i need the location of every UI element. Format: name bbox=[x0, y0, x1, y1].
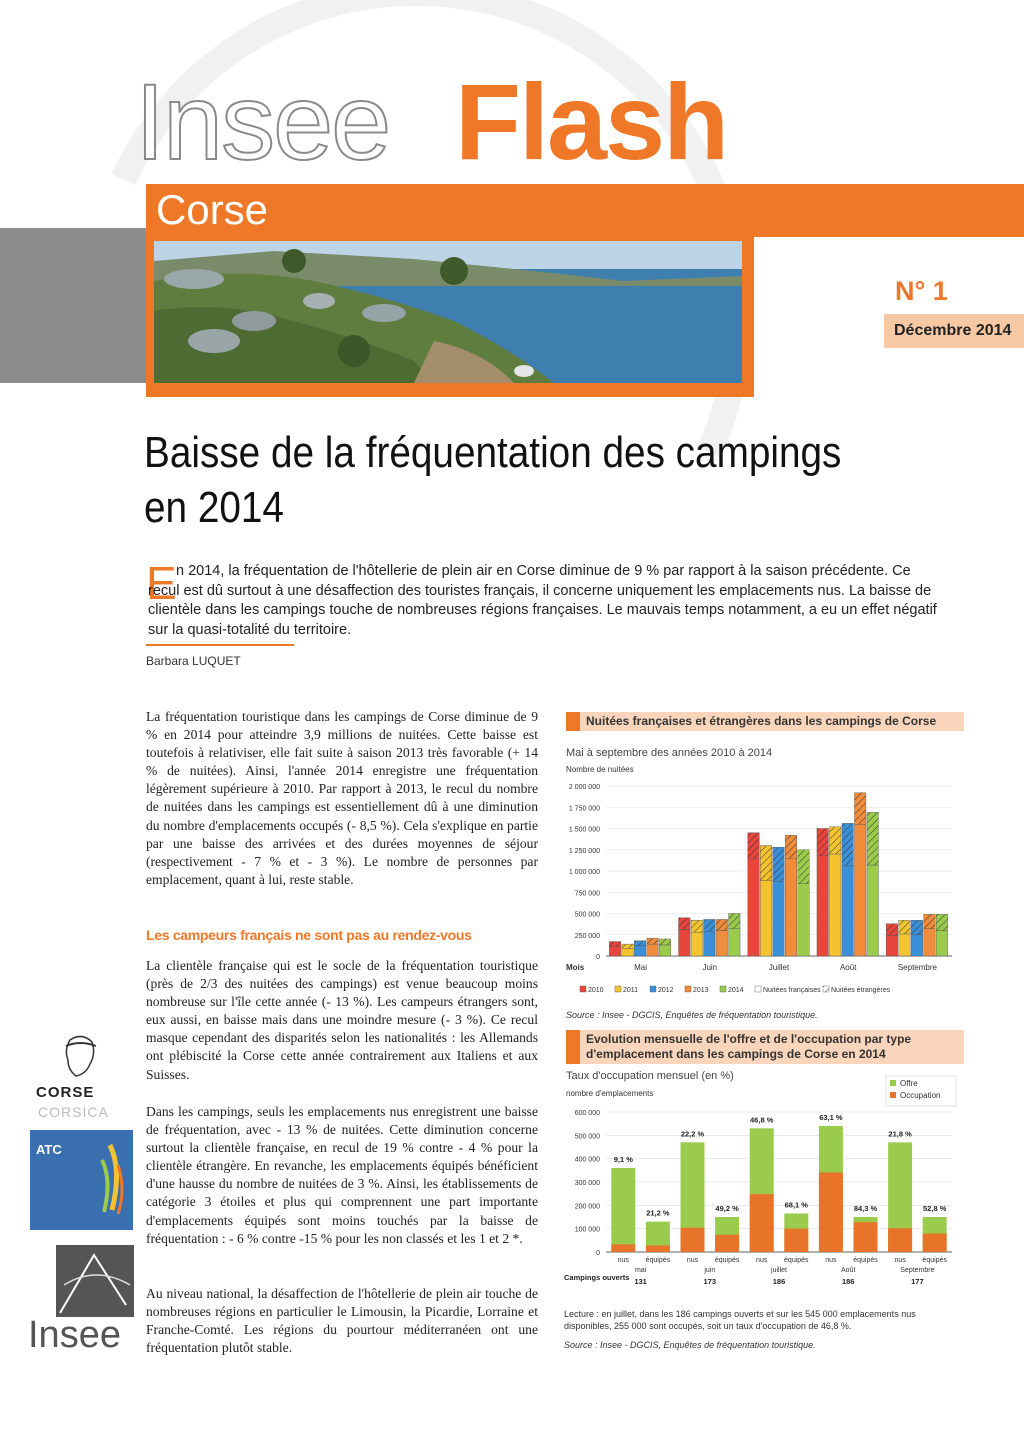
chart1-ytick: 1 250 000 bbox=[568, 847, 600, 855]
chart1-bar-french bbox=[748, 858, 760, 956]
masthead-product: Flash bbox=[455, 61, 728, 182]
corsica-logo-text: CORSICA bbox=[38, 1104, 109, 1120]
chart2-campings-label: Campings ouverts bbox=[564, 1273, 630, 1282]
insee-logo-mark bbox=[56, 1245, 134, 1317]
chart1-legend-swatch bbox=[580, 986, 586, 992]
chart2-bar-occupation bbox=[715, 1235, 739, 1252]
chart1-bar-foreign-hatch bbox=[785, 835, 797, 858]
chart1-bar-french bbox=[647, 944, 659, 956]
chart2-campings-count: 186 bbox=[772, 1277, 786, 1286]
chart2-campings-count: 131 bbox=[634, 1277, 647, 1286]
chart2-rate-label: 21,8 % bbox=[888, 1129, 912, 1139]
chart2-xtick: nus bbox=[756, 1257, 768, 1264]
body-paragraph-4: Au niveau national, la désaffection de l'hôtellerie de plein air touche de nombreuses régions en particulier le Limousin, la Picardie, Lorraine et Franche-Comté. Les régions du pourtour méditerranéen ont une fréquentation plutôt stable. bbox=[146, 1286, 538, 1356]
chart2-month-label: Septembre bbox=[900, 1267, 935, 1274]
chart1-ytick: 500 000 bbox=[574, 911, 600, 919]
chart2-legend-swatch-occupation bbox=[890, 1092, 896, 1098]
chart2-bar-offre bbox=[611, 1168, 635, 1252]
chart1-ytick: 1 500 000 bbox=[568, 826, 600, 834]
chart1-bar-foreign-hatch bbox=[760, 846, 772, 881]
chart1-source bbox=[566, 1010, 818, 1020]
chart2-plot bbox=[560, 1072, 960, 1304]
chart2-xtick: équipés bbox=[922, 1257, 947, 1264]
body-paragraph-2: La clientèle française qui est le socle de la fréquentation touristique (près de 2/3 des nuitées des campings) est venue beaucoup moins nombreuse sur l'île cette année (- 13 %). Les campeurs étrangers sont, eux aussi, en baisse mais dans une moindre mesure (- 3 %). Ce recul masque cependant des disparités selon les nationalités : les Allemands ont plébiscité la Corse cette année contrairement aux Italiens et aux Suisses. bbox=[146, 958, 538, 1082]
chart2-bar-occupation bbox=[854, 1222, 878, 1252]
chart2-bar-occupation bbox=[923, 1234, 947, 1252]
lead-drop-cap: E bbox=[146, 557, 177, 609]
author: Barbara LUQUET bbox=[146, 654, 241, 668]
chart2-xtick: équipés bbox=[645, 1257, 671, 1264]
chart1-ytick: 2 000 000 bbox=[568, 784, 600, 791]
atc-flame-icon bbox=[90, 1140, 130, 1220]
chart2-month-label: juillet bbox=[771, 1267, 787, 1274]
chart1-legend-swatch bbox=[650, 986, 656, 992]
chart2-ytick: 400 000 bbox=[574, 1156, 600, 1164]
chart2-bar-occupation bbox=[646, 1245, 670, 1252]
chart1-bar-french bbox=[899, 934, 911, 956]
insee-mark-icon bbox=[56, 1245, 134, 1317]
chart1-legend-label: 2011 bbox=[623, 987, 639, 994]
chart2-rate-label: 9,1 % bbox=[613, 1155, 633, 1164]
chart1-bar-french bbox=[659, 945, 671, 956]
chart2-bar-occupation bbox=[784, 1229, 808, 1252]
chart1-bar-foreign-hatch bbox=[773, 847, 785, 881]
chart1-legend-label: Nuitées étrangères bbox=[831, 987, 891, 994]
chart1-bar-french bbox=[924, 929, 936, 956]
chart2-rate-label: 49,2 % bbox=[715, 1204, 739, 1213]
chart1-bar-french bbox=[842, 866, 854, 956]
chart1-ytick: 250 000 bbox=[574, 932, 600, 940]
chart2-rate-label: 68,1 % bbox=[784, 1200, 808, 1210]
chart2-xtick: équipés bbox=[853, 1257, 878, 1264]
chart1-bar-french bbox=[773, 881, 785, 956]
chart2-month-label: juin bbox=[704, 1267, 716, 1274]
chart1-bar-french bbox=[691, 932, 703, 956]
chart2-ytick: 600 000 bbox=[574, 1110, 600, 1117]
chart1-bar-foreign-hatch bbox=[622, 944, 634, 948]
chart1-xlabel: Mois bbox=[566, 963, 585, 972]
chart2-rate-label: 84,3 % bbox=[853, 1204, 878, 1213]
chart1-legend-label: 2013 bbox=[693, 987, 709, 994]
chart2-bar-occupation bbox=[611, 1244, 635, 1252]
chart2-bar-occupation bbox=[888, 1228, 912, 1252]
chart1-bar-foreign-hatch bbox=[924, 914, 936, 928]
chart2-rate-label: 46,8 % bbox=[750, 1115, 774, 1125]
section-subhead: Les campeurs français ne sont pas au rendez-vous bbox=[146, 927, 472, 943]
chart2-ytick: 500 000 bbox=[574, 1133, 600, 1141]
chart1-bar-french bbox=[634, 946, 646, 956]
masthead-brand: Insee bbox=[135, 61, 390, 182]
chart1-ytick: 1 750 000 bbox=[568, 805, 600, 813]
chart2-xtick: équipés bbox=[784, 1257, 809, 1264]
chart1-subtitle: Mai à septembre des années 2010 à 2014 bbox=[566, 747, 773, 759]
issue-number: N° 1 bbox=[895, 276, 948, 306]
chart1-bar-french bbox=[704, 931, 716, 956]
chart1-ytick: 0 bbox=[596, 954, 600, 961]
chart2-title: Evolution mensuelle de l'offre et de l'occupation par type d'emplacement dans les campings de Corse en 2014 bbox=[566, 1030, 964, 1064]
chart1-bar-french bbox=[729, 929, 741, 956]
chart1-bar-foreign-hatch bbox=[829, 827, 841, 854]
chart2-campings-count: 173 bbox=[703, 1277, 717, 1286]
chart1-legend-swatch bbox=[615, 986, 621, 992]
atc-logo-text: ATC bbox=[36, 1142, 62, 1157]
title-line-2: en 2014 bbox=[144, 483, 284, 532]
chart1-legend-label: 2012 bbox=[658, 987, 674, 994]
chart1-xtick: Juin bbox=[702, 963, 718, 972]
grey-band bbox=[0, 228, 150, 383]
chart1-bar-foreign-hatch bbox=[886, 924, 898, 936]
chart1-source-text: Source : Insee - DGCIS, Enquêtes de fréquentation touristique. bbox=[566, 1010, 818, 1020]
moor-head-icon bbox=[30, 1030, 133, 1090]
chart1-legend-swatch bbox=[720, 986, 726, 992]
campsite-photo bbox=[154, 241, 742, 383]
chart1-bar-foreign-hatch bbox=[748, 833, 760, 859]
chart1-bar-french bbox=[716, 931, 728, 957]
chart1-bar-french bbox=[622, 948, 634, 956]
chart2-ylabel: nombre d'emplacements bbox=[566, 1089, 654, 1098]
chart2-xtick: nus bbox=[617, 1257, 629, 1264]
chart1-legend-swatch bbox=[755, 986, 761, 992]
chart1-bar-foreign-hatch bbox=[659, 939, 671, 945]
chart1-xtick: Septembre bbox=[897, 963, 937, 972]
chart1-ylabel: Nombre de nuitées bbox=[566, 765, 634, 774]
chart1-bar-french bbox=[817, 856, 829, 956]
chart1-bar-foreign-hatch bbox=[704, 919, 716, 931]
chart1-bar-foreign-hatch bbox=[854, 793, 866, 824]
chart2-source: Source : Insee - DGCIS, Enquêtes de fréquentation touristique. bbox=[564, 1340, 816, 1350]
chart1-bar-french bbox=[911, 935, 923, 956]
chart1-bar-foreign-hatch bbox=[867, 812, 879, 865]
chart1-bar-foreign-hatch bbox=[679, 918, 691, 930]
chart2-month-label: mai bbox=[634, 1267, 647, 1274]
chart1-xtick: Août bbox=[839, 963, 857, 972]
body-paragraph-1: La fréquentation touristique dans les campings de Corse diminue de 9 % en 2014 pour atteindre 3,9 millions de nuitées. Cette baisse est toutefois à relativiser, elle fait suite à saison 2013 très favorable (+ 14 % de nuitées). Ainsi, l'année 2014 enregistre une fréquentation légèrement supérieure à 2010. Par rapport à 2013, le recul du nombre de nuitées dans les campings est essentiellement dû à une diminution du nombre d'emplacements occupés (- 8,5 %). Cela s'explique en partie par une baisse des arrivées et des durées moyennes de séjour (respectivement - 7 % et - 3 %). Le nombre de personnes par emplacement, quant à lui, reste stable. bbox=[146, 709, 538, 887]
chart1-bar-foreign-hatch bbox=[716, 919, 728, 930]
chart1-ytick: 1 000 000 bbox=[568, 869, 600, 876]
chart1-bar-french bbox=[829, 854, 841, 956]
chart2-ytick: 100 000 bbox=[574, 1226, 600, 1234]
chart1-bar-foreign-hatch bbox=[729, 914, 741, 929]
chart1-legend-swatch bbox=[685, 986, 691, 992]
chart1-bar-foreign-hatch bbox=[609, 942, 621, 947]
chart1-bar-french bbox=[760, 880, 772, 956]
chart2-xtick: équipés bbox=[714, 1257, 740, 1264]
chart1-bar-foreign-hatch bbox=[899, 920, 911, 934]
chart1-bar-foreign-hatch bbox=[936, 914, 948, 930]
orange-band bbox=[146, 184, 1024, 237]
chart1-bar-french bbox=[854, 824, 866, 956]
chart1-bar-french bbox=[867, 865, 879, 956]
chart2-xtick: nus bbox=[894, 1257, 906, 1264]
chart1-xtick: Juillet bbox=[768, 963, 790, 972]
chart2-bar-occupation bbox=[750, 1194, 774, 1252]
chart2-bar-occupation bbox=[819, 1172, 843, 1252]
chart1-bar-foreign-hatch bbox=[647, 938, 659, 944]
chart2-bar-occupation bbox=[681, 1228, 705, 1252]
chart1-bar-french bbox=[679, 930, 691, 956]
chart2-lecture: Lecture : en juillet, dans les 186 campings ouverts et sur les 545 000 emplacements nus disponibles, 255 000 sont occupés, soit un taux d'occupation de 46,8 %. bbox=[564, 1309, 916, 1331]
chart2-ytick: 300 000 bbox=[574, 1180, 600, 1187]
atc-logo bbox=[30, 1130, 133, 1230]
chart1-bar-french bbox=[886, 936, 898, 956]
chart2-xtick: nus bbox=[825, 1257, 837, 1264]
chart1-legend-swatch-hatch bbox=[823, 986, 829, 992]
chart2-rate-label: 21,2 % bbox=[646, 1208, 670, 1218]
chart2-campings-count: 186 bbox=[841, 1277, 855, 1286]
chart2-rate-label: 22,2 % bbox=[680, 1129, 705, 1139]
chart1-bar-foreign-hatch bbox=[691, 920, 703, 932]
chart1-legend-label: 2014 bbox=[728, 987, 744, 994]
chart1-plot bbox=[560, 776, 960, 1006]
chart1-bar-foreign-hatch bbox=[842, 823, 854, 866]
chart2-ytick: 0 bbox=[596, 1250, 600, 1257]
chart2-legend-offre: Offre bbox=[900, 1079, 918, 1088]
chart2-legend-occupation: Occupation bbox=[900, 1091, 941, 1100]
corse-logo bbox=[30, 1030, 133, 1128]
chart1-bar-foreign-hatch bbox=[817, 829, 829, 856]
chart2-rate-label: 63,1 % bbox=[819, 1113, 843, 1122]
chart1-bar-foreign-hatch bbox=[798, 850, 810, 884]
chart2-xtick: nus bbox=[686, 1257, 699, 1264]
chart1-bar-french bbox=[785, 858, 797, 956]
chart2-legend-swatch-offre bbox=[890, 1080, 896, 1086]
title-line-1: Baisse de la fréquentation des campings bbox=[144, 428, 842, 477]
chart2-ytick: 200 000 bbox=[574, 1203, 600, 1211]
chart1-ytick: 750 000 bbox=[574, 890, 600, 898]
lead-paragraph: n 2014, la fréquentation de l'hôtellerie de plein air en Corse diminue de 9 % par rapport à la saison précédente. Ce recul est dû surtout à une désaffection des touristes français, il concerne uniquement les emplacements nus. La baisse de clientèle dans les campings touche de nombreuses régions françaises. Le mauvais temps notamment, a eu un effet négatif sur la quasi-totalité du territoire. bbox=[148, 563, 937, 638]
body-paragraph-3: Dans les campings, seuls les emplacements nus enregistrent une baisse de fréquentation, avec - 13 % de nuitées. Cette diminution concerne surtout la clientèle française, en recul de 19 % contre - 4 % pour la clientèle étrangère. En revanche, les emplacements équipés bénéficient d'une hausse du nombre de nuitées de 3 %. Ainsi, les établissements de catégorie 3 étoiles et plus qui comprennent une part importante d'emplacements équipés sont moins touchés par la baisse de fréquentation : - 6 % contre -15 % pour les non classés et les 1 et 2 *. bbox=[146, 1104, 538, 1246]
article-title bbox=[144, 425, 848, 535]
chart1-xtick: Mai bbox=[634, 963, 648, 972]
insee-logo-text: Insee bbox=[28, 1314, 121, 1356]
chart1-bar-french bbox=[609, 947, 621, 956]
chart1-bar-french bbox=[798, 884, 810, 956]
region-label: Corse bbox=[156, 186, 269, 233]
chart1-bar-french bbox=[936, 931, 948, 957]
chart1-title: Nuitées françaises et étrangères dans les campings de Corse bbox=[566, 712, 964, 731]
corse-logo-text: CORSE bbox=[36, 1084, 95, 1101]
issue-date: Décembre 2014 bbox=[894, 322, 1012, 339]
author-rule bbox=[146, 644, 294, 646]
chart1-bar-foreign-hatch bbox=[634, 941, 646, 946]
chart1-bar-foreign-hatch bbox=[911, 920, 923, 934]
chart2-rate-label: 52,8 % bbox=[923, 1204, 947, 1213]
chart1-legend-label: 2010 bbox=[588, 987, 604, 994]
chart2-month-label: Août bbox=[840, 1267, 856, 1274]
chart1-legend-label: Nuitées françaises bbox=[763, 987, 821, 994]
chart2-campings-count: 177 bbox=[911, 1277, 924, 1286]
chart2-subtitle: Taux d'occupation mensuel (en %) bbox=[566, 1070, 734, 1082]
